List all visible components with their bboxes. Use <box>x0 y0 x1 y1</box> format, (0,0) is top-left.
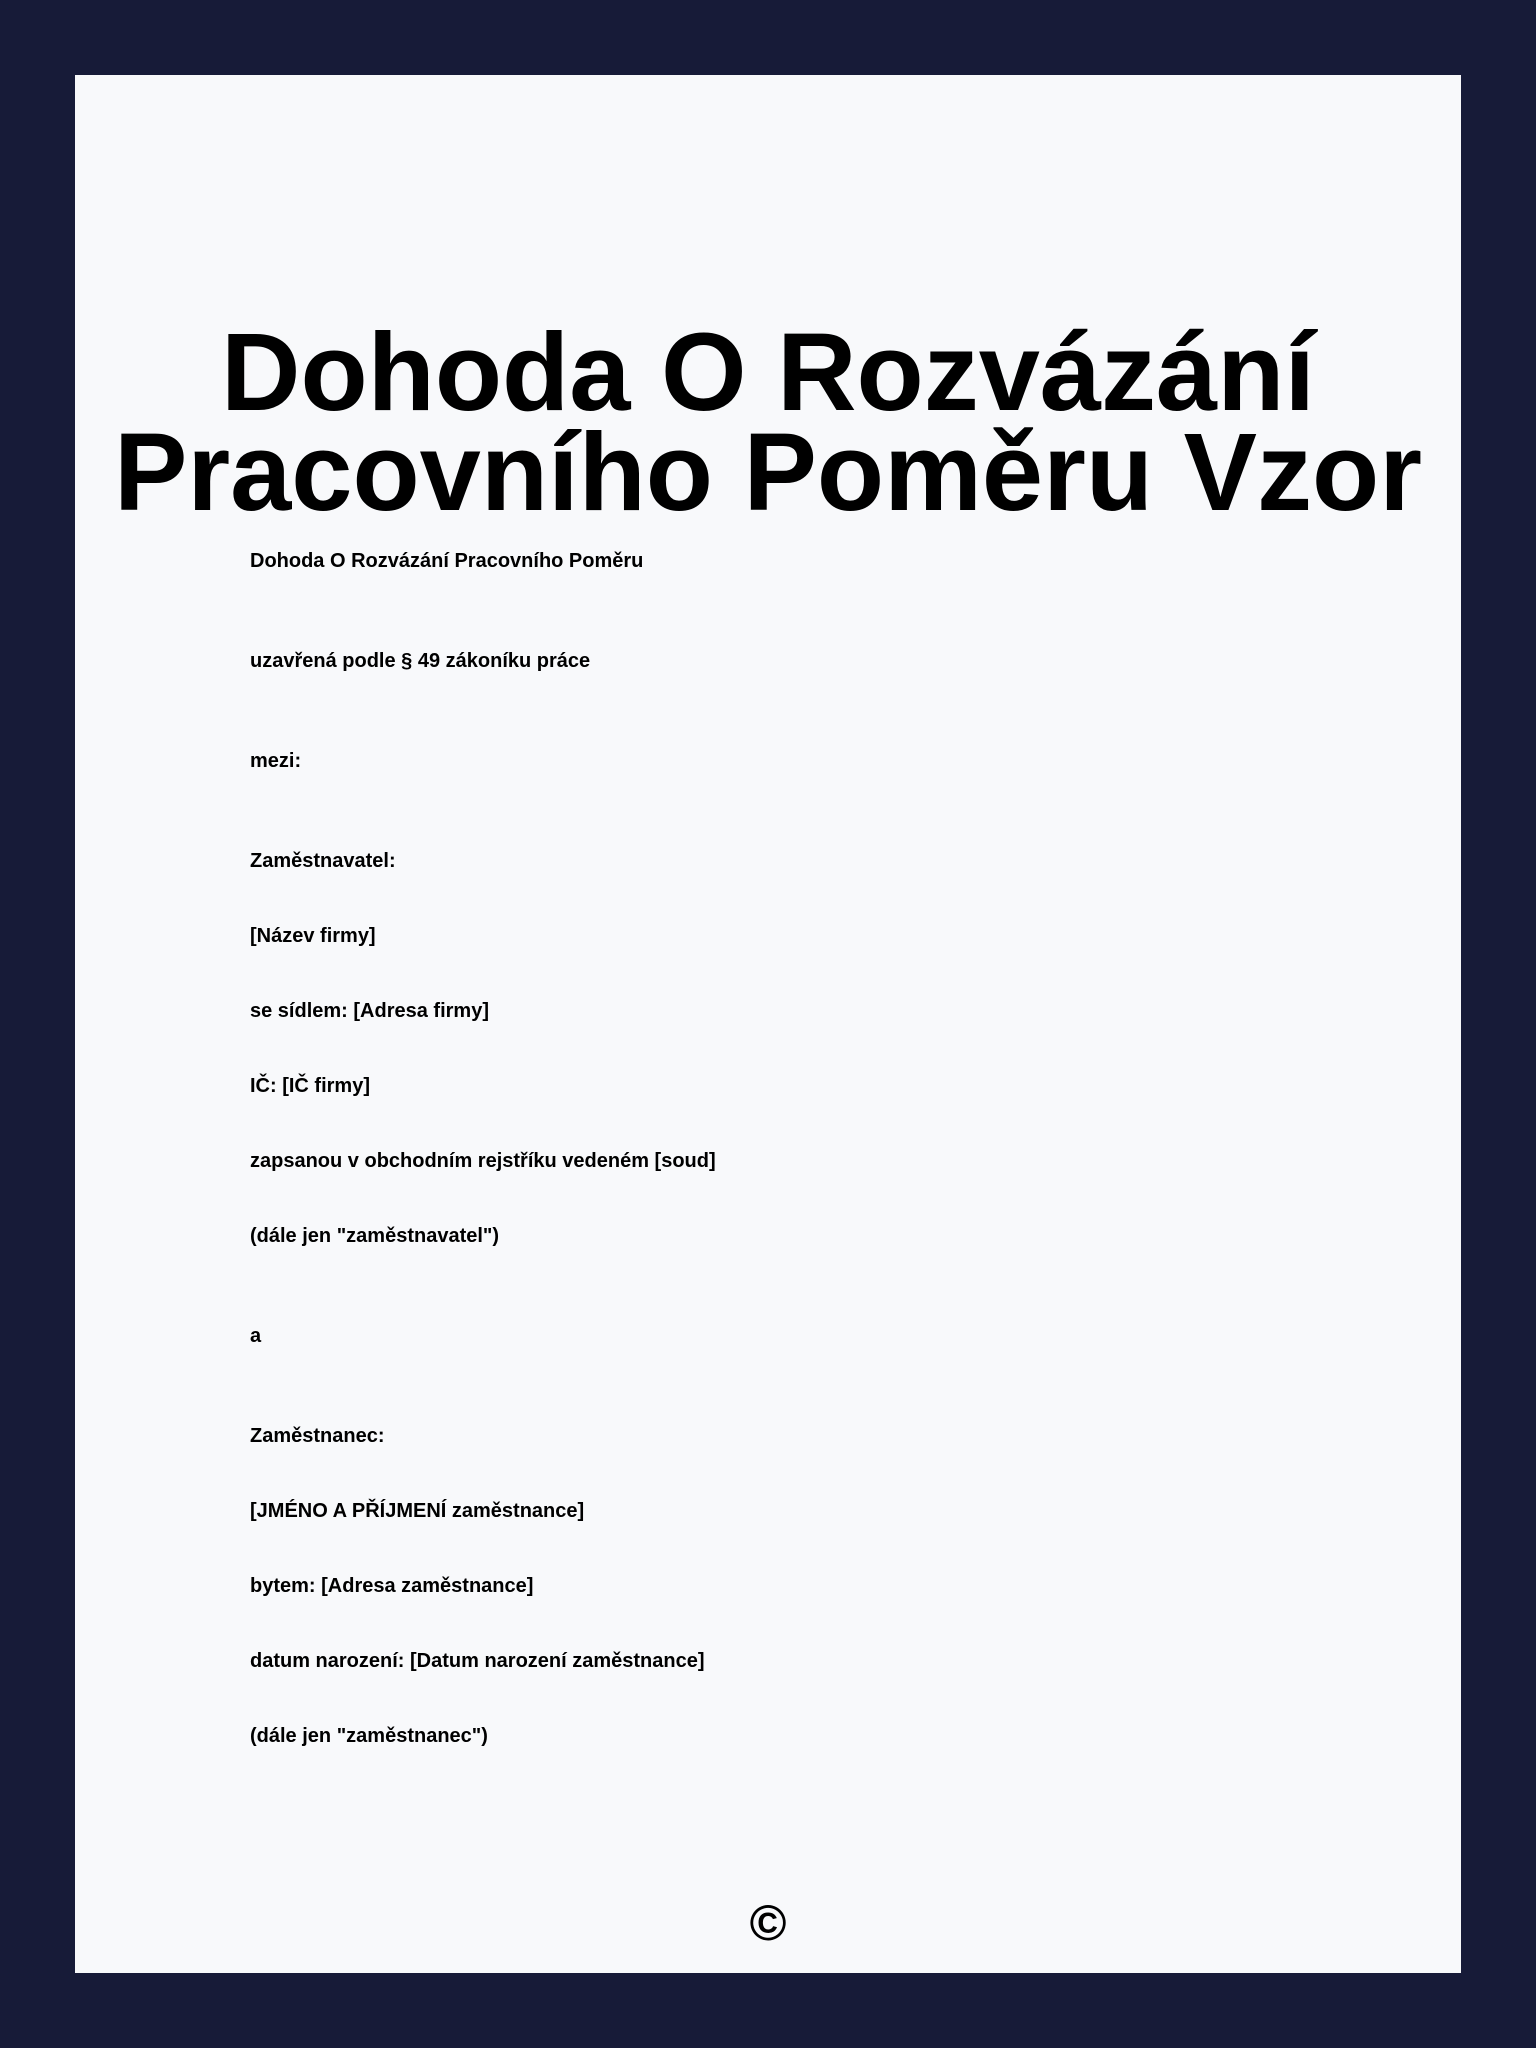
between-label: mezi: <box>250 750 302 772</box>
employer-register: zapsanou v obchodním rejstříku vedeném [soud] <box>250 1150 716 1172</box>
title-line-1: Dohoda O Rozvázání <box>221 311 1315 434</box>
employer-company-name: [Název firmy] <box>250 925 376 947</box>
employer-address: se sídlem: [Adresa firmy] <box>250 1000 489 1022</box>
employee-label: Zaměstnanec: <box>250 1425 385 1447</box>
agreement-heading: Dohoda O Rozvázání Pracovního Poměru <box>250 550 644 572</box>
copyright-icon: © <box>749 1895 787 1951</box>
title-line-2: Pracovního Poměru Vzor <box>113 411 1423 534</box>
employee-name: [JMÉNO A PŘÍJMENÍ zaměstnance] <box>250 1500 585 1522</box>
and-conjunction: a <box>250 1325 262 1347</box>
employee-alias: (dále jen "zaměstnanec") <box>250 1725 488 1747</box>
employer-alias: (dále jen "zaměstnavatel") <box>250 1225 500 1247</box>
document-title <box>75 311 1461 534</box>
employee-birth-date: datum narození: [Datum narození zaměstnance] <box>250 1650 705 1672</box>
employer-id-number: IČ: [IČ firmy] <box>250 1075 370 1097</box>
employer-label: Zaměstnavatel: <box>250 850 396 872</box>
legal-basis: uzavřená podle § 49 zákoníku práce <box>250 650 591 672</box>
document-page <box>75 75 1461 1973</box>
employee-address: bytem: [Adresa zaměstnance] <box>250 1575 534 1597</box>
